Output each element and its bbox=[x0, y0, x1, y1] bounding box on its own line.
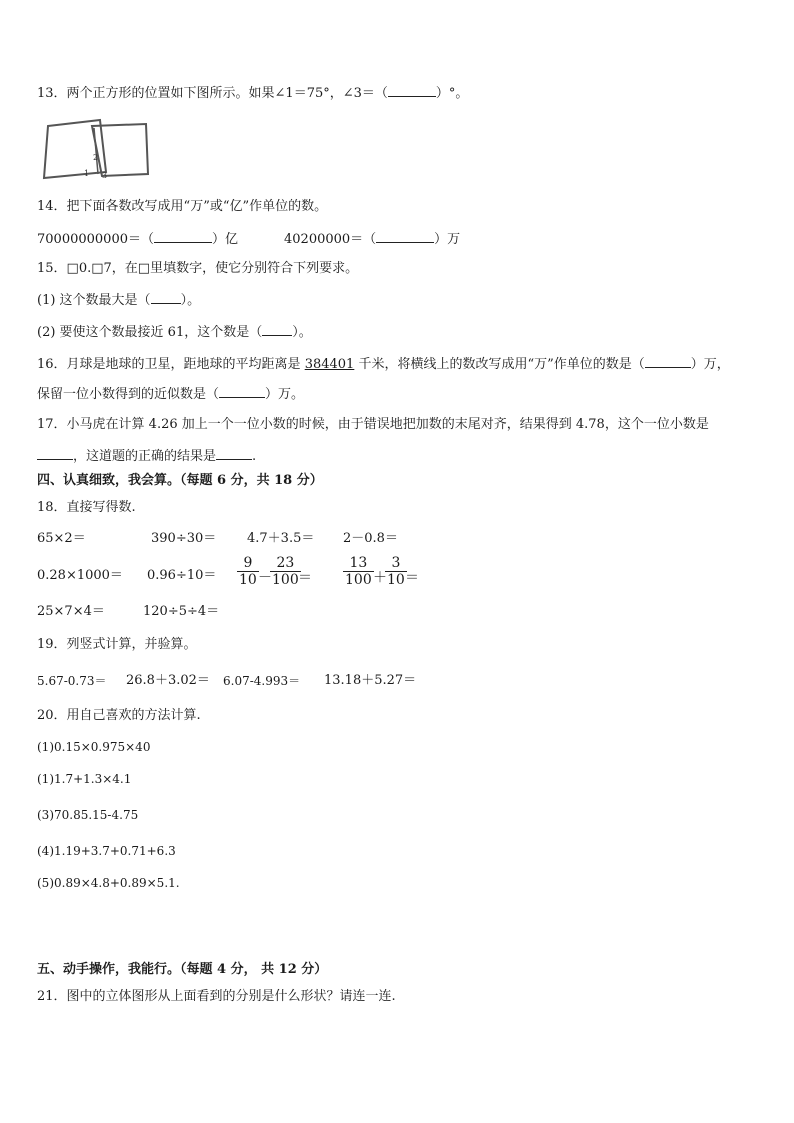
q19-item-3: 6.07-4.993＝ bbox=[223, 674, 301, 688]
q19-item-4: 13.18＋5.27＝ bbox=[324, 673, 417, 688]
q14-title: 14．把下面各数改写成用“万”或“亿”作单位的数。 bbox=[37, 199, 328, 214]
q18-fraction-9-10: 9 10 bbox=[239, 555, 257, 588]
q20-item-5: (5)0.89×4.8+0.89×5.1. bbox=[37, 876, 180, 890]
q18-r1-c4: 2－0.8＝ bbox=[343, 531, 398, 546]
q19-item-2: 26.8＋3.02＝ bbox=[126, 673, 210, 688]
q20-title: 20．用自己喜欢的方法计算. bbox=[37, 708, 201, 723]
q14-right-blank[interactable] bbox=[376, 229, 434, 243]
q21-title: 21．图中的立体图形从上面看到的分别是什么形状？请连一连. bbox=[37, 989, 396, 1004]
section4-title: 四、认真细致，我会算。（每题 6 分，共 18 分） bbox=[37, 473, 323, 488]
q14-left-blank[interactable] bbox=[154, 229, 212, 243]
q13-line: 13．两个正方形的位置如下图所示。如果∠1＝75°，∠3＝（ ）°。 bbox=[37, 83, 468, 103]
q15-title: 15．□0.□7，在□里填数字，使它分别符合下列要求。 bbox=[37, 261, 359, 276]
q18-r3-c2: 120÷5÷4＝ bbox=[143, 604, 220, 619]
q18-r1-c2: 390÷30＝ bbox=[151, 531, 217, 546]
q17-line2: ，这道题的正确的结果是 . bbox=[37, 446, 256, 466]
q18-r1-c3: 4.7＋3.5＝ bbox=[247, 531, 315, 546]
q18-fraction-23-100: 23 100 bbox=[272, 555, 299, 588]
q18-r2-c2: 0.96÷10＝ bbox=[147, 568, 217, 583]
q19-title: 19．列竖式计算，并验算。 bbox=[37, 637, 197, 652]
q18-fraction-13-100: 13 100 bbox=[345, 555, 372, 588]
q20-item-3: (3)70.85.15-4.75 bbox=[37, 808, 139, 822]
q15-part2-blank[interactable] bbox=[262, 322, 292, 336]
q15-part1: (1) 这个数最大是（ ）。 bbox=[37, 290, 200, 310]
q17-blank-2[interactable] bbox=[216, 446, 252, 460]
section5-title: 五、动手操作，我能行。（每题 4 分， 共 12 分） bbox=[37, 962, 328, 977]
q13-text: 13．两个正方形的位置如下图所示。如果∠1＝75°，∠3＝（ bbox=[37, 86, 388, 101]
q16-underlined-number: 384401 bbox=[304, 357, 355, 372]
q14-right: 40200000＝（ ）万 bbox=[284, 229, 460, 249]
q16-line2: 保留一位小数得到的近似数是（ ）万。 bbox=[37, 384, 304, 404]
q20-item-2: (1)1.7+1.3×4.1 bbox=[37, 772, 132, 786]
q18-r2-c1: 0.28×1000＝ bbox=[37, 568, 123, 583]
q14-left: 70000000000＝（ ）亿 bbox=[37, 229, 238, 249]
q17-blank-1[interactable] bbox=[37, 446, 73, 460]
q13-answer-blank[interactable] bbox=[388, 83, 436, 97]
q16-line1: 16．月球是地球的卫星，距地球的平均距离是 384401 千米，将横线上的数改写成用“万”作单位的数是（ ）万， bbox=[37, 354, 730, 374]
figure-angle-2-label: 2 bbox=[93, 153, 99, 162]
q20-item-1: (1)0.15×0.975×40 bbox=[37, 740, 151, 754]
q15-part2: (2) 要使这个数最接近 61，这个数是（ ）。 bbox=[37, 322, 312, 342]
q17-line1: 17．小马虎在计算 4.26 加上一个一位小数的时候，由于错误地把加数的末尾对齐，结果得到 4.78，这个一位小数是 bbox=[37, 417, 709, 432]
q18-title: 18．直接写得数. bbox=[37, 500, 136, 515]
q18-r3-c1: 25×7×4＝ bbox=[37, 604, 105, 619]
q15-part1-blank[interactable] bbox=[151, 290, 181, 304]
q16-blank-2[interactable] bbox=[219, 384, 265, 398]
figure-angle-1-label: 1 bbox=[84, 169, 90, 178]
q18-fraction-3-10: 3 10 bbox=[387, 555, 405, 588]
q20-item-4: (4)1.19+3.7+0.71+6.3 bbox=[37, 844, 176, 858]
q18-r1-c1: 65×2＝ bbox=[37, 531, 86, 546]
q13-squares-figure bbox=[40, 116, 152, 182]
q16-blank-1[interactable] bbox=[645, 354, 691, 368]
figure-angle-3-label: 3 bbox=[102, 171, 108, 180]
q19-item-1: 5.67-0.73＝ bbox=[37, 674, 107, 688]
